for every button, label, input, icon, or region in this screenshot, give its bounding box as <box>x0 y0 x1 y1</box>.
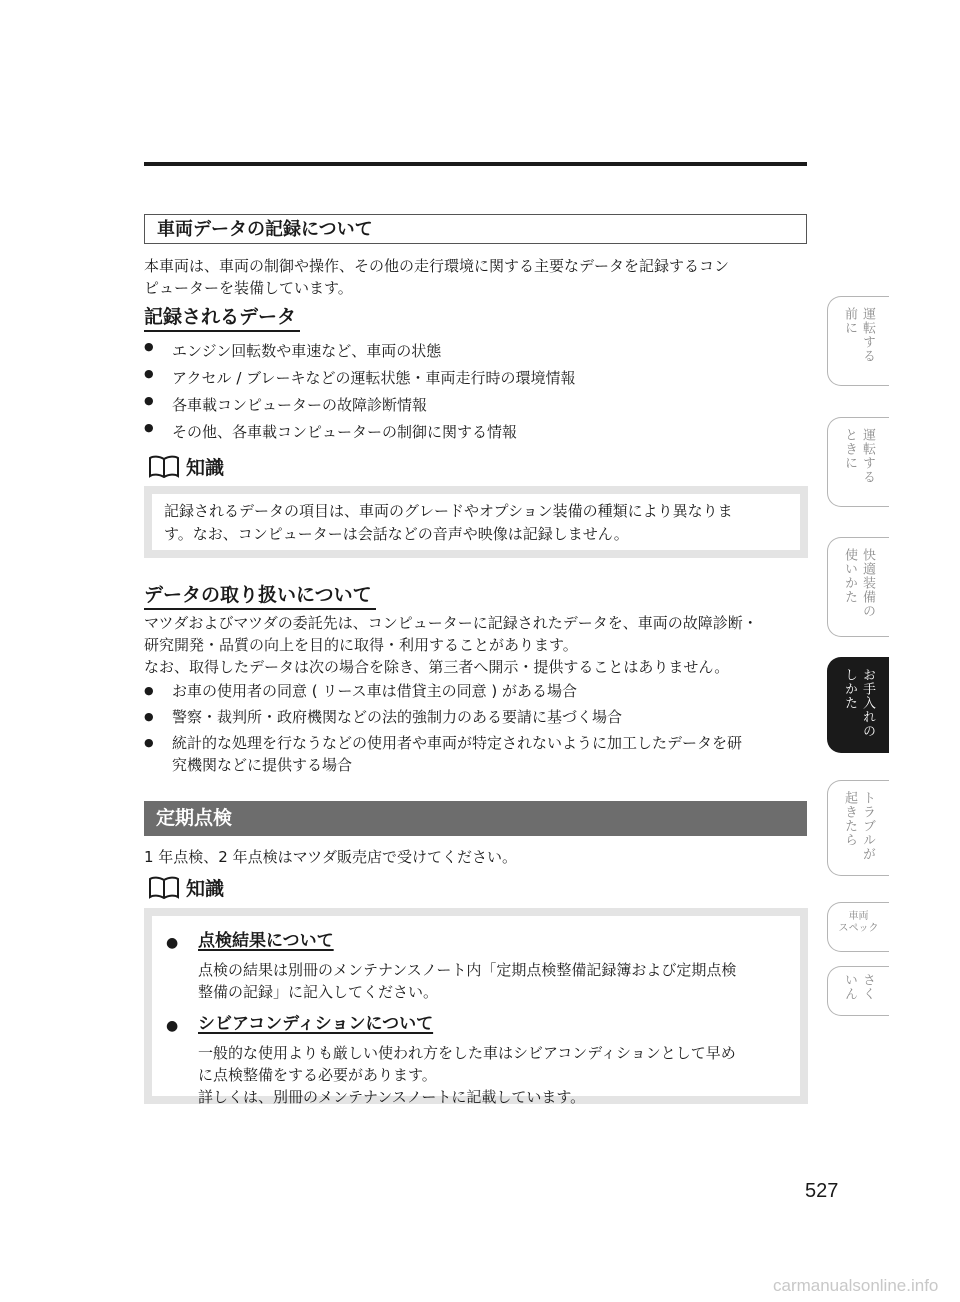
list-item: ● 統計的な処理を行なうなどの使用者や車両が特定されないように加工したデータを研 究機関などに提供する場合 <box>144 732 808 776</box>
section-title-periodic-inspection: 定期点検 <box>144 801 807 836</box>
watermark: carmanualsonline.info <box>773 1276 939 1295</box>
tab-maintenance[interactable]: しかた お手入れの <box>827 657 889 753</box>
list-item: ● エンジン回転数や車速など、車両の状態 <box>144 340 808 361</box>
knowledge-heading-2 <box>148 874 224 901</box>
bullet-icon: ● <box>166 935 179 951</box>
list-item: ● お車の使用者の同意 ( リース車は借貸主の同意 ) がある場合 <box>144 680 808 702</box>
tab-index[interactable]: いん さく <box>827 966 889 1016</box>
data-handling-list <box>144 680 808 776</box>
data-handling-text: マツダおよびマツダの委託先は、コンピューターに記録されたデータを、車両の故障診断・ 研究開発・品質の向上を目的に取得・利用することがあります。 なお、取得したデータは次の場合を除き、第三者へ開示・提供することはありません。 <box>144 614 758 676</box>
note-title: シビアコンディションについて <box>198 1014 434 1034</box>
page-number: 527 <box>805 1180 839 1202</box>
list-item: ● 警察・裁判所・政府機関などの法的強制力のある要請に基づく場合 <box>144 706 808 728</box>
header-rule <box>144 162 807 166</box>
recorded-data-heading: 記録されるデータ <box>144 304 300 332</box>
open-book-icon <box>148 875 180 901</box>
tab-vehicle-specs[interactable]: 車両 スペック <box>827 902 889 952</box>
knowledge-box-2 <box>144 908 808 1104</box>
intro-text: 本車両は、車両の制御や操作、その他の走行環境に関する主要なデータを記録するコン ピューターを装備しています。 <box>144 257 730 297</box>
recorded-data-list <box>144 340 808 442</box>
note-title: 点検結果について <box>198 931 334 951</box>
tab-comfort-equipment[interactable]: 使いかた 快適装備の <box>827 537 889 637</box>
knowledge-label: 知識 <box>186 457 225 479</box>
list-item: ● その他、各車載コンピューターの制御に関する情報 <box>144 421 808 442</box>
list-item: ● 各車載コンピューターの故障診断情報 <box>144 394 808 415</box>
knowledge-label: 知識 <box>186 878 225 900</box>
bullet-icon: ● <box>166 1018 179 1034</box>
severe-condition-note: ● シビアコンディションについて 一般的な使用よりも厳しい使われ方をした車はシビアコンディションとして早め に点検整備をする必要があります。 詳しくは、別冊のメンテナンスノートに記載しています。 <box>166 1014 736 1106</box>
tab-before-driving[interactable]: 前に 運転する <box>827 296 889 386</box>
data-handling-heading: データの取り扱いについて <box>144 582 376 610</box>
open-book-icon <box>148 454 180 480</box>
list-item: ● アクセル / ブレーキなどの運転状態・車両走行時の環境情報 <box>144 367 808 388</box>
tab-trouble[interactable]: 起きたら トラブルが <box>827 780 889 876</box>
periodic-inspection-text: 1 年点検、2 年点検はマツダ販売店で受けてください。 <box>144 848 518 866</box>
inspection-result-note: ● 点検結果について 点検の結果は別冊のメンテナンスノート内「定期点検整備記録簿および定期点検 整備の記録」に記入してください。 <box>166 931 737 1001</box>
knowledge-heading-1 <box>148 453 224 480</box>
knowledge-box-1: 記録されるデータの項目は、車両のグレードやオプション装備の種類により異なりま す。なお、コンピューターは会話などの音声や映像は記録しません。 <box>144 486 808 558</box>
tab-when-driving[interactable]: ときに 運転する <box>827 417 889 507</box>
section-title-data-recording: 車両データの記録について <box>144 214 807 244</box>
